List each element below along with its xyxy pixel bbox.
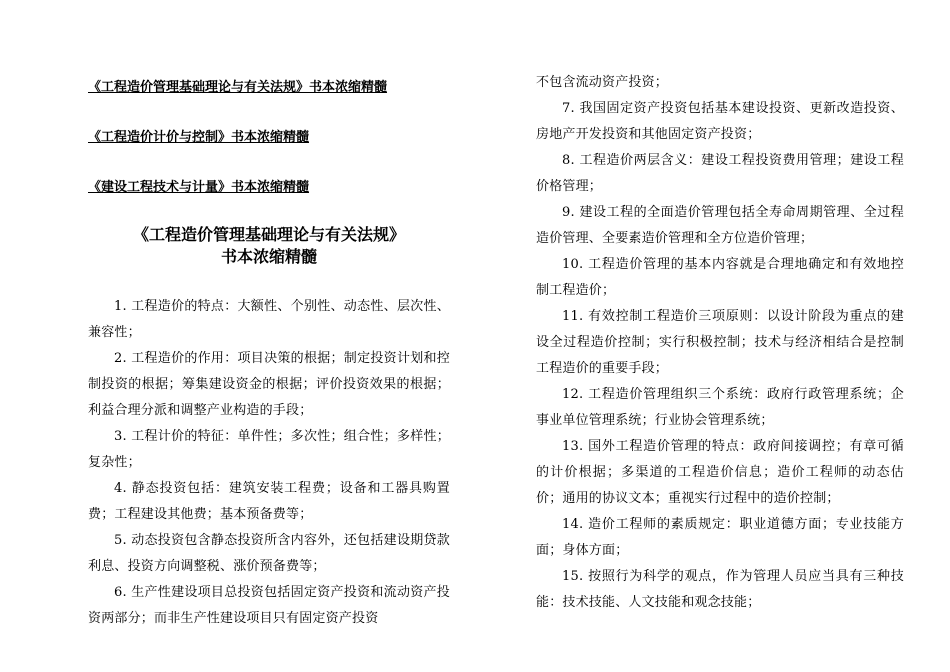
title-line-2: 书本浓缩精髓 (220, 247, 317, 266)
left-body (88, 294, 450, 632)
toc-link-pricing-control[interactable]: 《工程造价计价与控制》书本浓缩精髓 (88, 130, 310, 145)
document-title (88, 224, 450, 268)
toc-link-theory-law[interactable]: 《工程造价管理基础理论与有关法规》书本浓缩精髓 (88, 80, 388, 95)
list-item: 7. 我国固定资产投资包括基本建设投资、更新改造投资、房地产开发投资和其他固定资产投资； (536, 101, 904, 142)
toc-link-tech-measurement[interactable]: 《建设工程技术与计量》书本浓缩精髓 (88, 180, 310, 195)
title-line-1: 《工程造价管理基础理论与有关法规》 (132, 225, 405, 244)
list-item: 5. 动态投资包含静态投资所含内容外，还包括建设期贷款利息、投资方向调整税、涨价预备费等； (88, 533, 450, 574)
list-item: 10. 工程造价管理的基本内容就是合理地确定和有效地控制工程造价； (536, 257, 904, 298)
list-item: 8. 工程造价两层含义：建设工程投资费用管理；建设工程价格管理； (536, 153, 904, 194)
list-item: 4. 静态投资包括：建筑安装工程费；设备和工器具购置费；工程建设其他费；基本预备费等； (88, 481, 450, 522)
list-item: 11. 有效控制工程造价三项原则：以设计阶段为重点的建设全过程造价控制；实行积极控制；技术与经济相结合是控制工程造价的重要手段； (536, 309, 904, 376)
list-item: 3. 工程计价的特征：单件性；多次性；组合性；多样性；复杂性； (88, 429, 450, 470)
list-item: 14. 造价工程师的素质规定：职业道德方面；专业技能方面；身体方面； (536, 517, 904, 558)
list-item: 9. 建设工程的全面造价管理包括全寿命周期管理、全过程造价管理、全要素造价管理和全方位造价管理； (536, 205, 904, 246)
list-item: 15. 按照行为科学的观点，作为管理人员应当具有三种技能：技术技能、人文技能和观念技能； (536, 569, 904, 610)
list-item: 12. 工程造价管理组织三个系统：政府行政管理系统；企事业单位管理系统；行业协会管理系统； (536, 387, 904, 428)
list-item: 2. 工程造价的作用：项目决策的根据；制定投资计划和控制投资的根据；筹集建设资金的根据；评价投资效果的根据；利益合理分派和调整产业构造的手段； (88, 351, 450, 418)
list-item: 13. 国外工程造价管理的特点：政府间接调控；有章可循的计价根据；多渠道的工程造价信息；造价工程师的动态估价；通用的协议文本；重视实行过程中的造价控制； (536, 439, 904, 506)
list-item: 1. 工程造价的特点：大额性、个别性、动态性、层次性、兼容性； (88, 299, 450, 340)
right-body (536, 70, 904, 616)
list-item: 6. 生产性建设项目总投资包括固定资产投资和流动资产投资两部分；而非生产性建设项目只有固定资产投资 (88, 585, 450, 626)
list-item-continuation: 不包含流动资产投资； (536, 75, 669, 90)
